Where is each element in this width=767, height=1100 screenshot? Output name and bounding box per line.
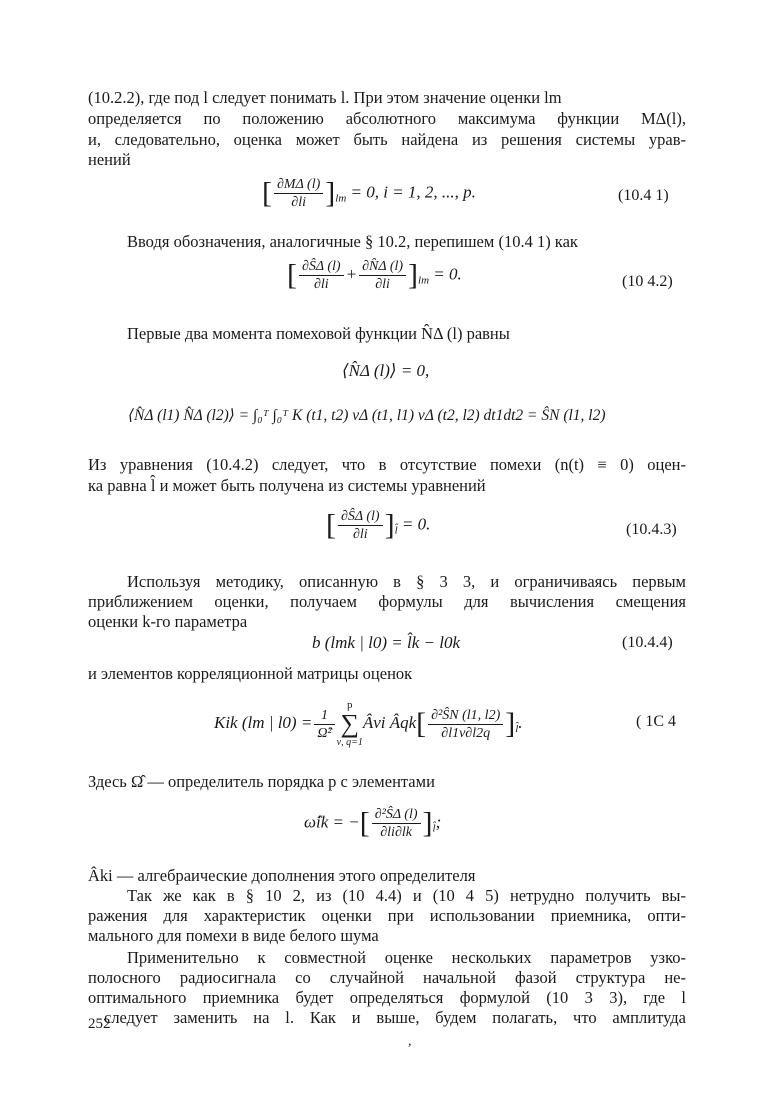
paragraph4-line1: Из уравнения (10.4.2) следует, что в отсутствие помехи (n(t) ≡ 0) оцен- bbox=[88, 455, 686, 474]
eq2-denominator-1: ∂li bbox=[313, 277, 329, 292]
paragraph5-line3: оценки k-го параметра bbox=[88, 612, 248, 631]
equation-number-4: (10.4.4) bbox=[622, 634, 673, 651]
eq1-rest: = 0, i = 1, 2, ..., p. bbox=[350, 182, 476, 202]
paragraph7: Здесь Ω̂ — определитель порядка p с элементами bbox=[88, 772, 435, 791]
eq5-coef-den: Ω̂² bbox=[317, 725, 332, 741]
paragraph9-line1: Применительно к совместной оценке нескольких параметров узко- bbox=[127, 948, 686, 967]
eq2-subscript: lm bbox=[418, 274, 430, 287]
equation-number-5: ( 1С 4 bbox=[636, 713, 676, 730]
paragraph8-line3: ражения для характеристик оценки при использовании приемника, опти- bbox=[88, 906, 686, 925]
equation-first-moment: ⟨N̂Δ (l)⟩ = 0, bbox=[342, 361, 430, 380]
equation-10-4-5: Kik (lm | l0) = $\frac{1}{\text{Ω̂²}}$ p ∑ ν, q=1 Âνi Âqk[ $\frac{\text{∂²ŜN (l1, l2)}}{\partial l1\nu\partial l2q}$ ]$_{l̂}$. bbox=[214, 699, 523, 748]
paragraph9-line3: оптимального приемника будет определяться формулой (10 3 3), где l bbox=[88, 988, 686, 1007]
eq2-denominator-2: ∂li bbox=[375, 277, 390, 292]
eq5-dot: . bbox=[518, 712, 523, 732]
equation-number-3: (10.4.3) bbox=[626, 521, 677, 538]
eq2-rest: = 0. bbox=[433, 264, 462, 284]
page-number: 252 bbox=[88, 1016, 111, 1032]
eq5-sum-bottom: ν, q=1 bbox=[336, 737, 363, 748]
eq5-numerator: ∂²ŜN (l1, l2) bbox=[428, 707, 503, 725]
equation-number-1: (10.4 1) bbox=[618, 187, 669, 204]
paragraph1-line4: нений bbox=[88, 150, 131, 169]
eq6-denominator: ∂li∂lk bbox=[380, 825, 412, 840]
paragraph9-line4: следует заменить на l. Как и выше, будем полагать, что амплитуда bbox=[104, 1008, 686, 1027]
eq3-denominator: ∂li bbox=[352, 527, 368, 542]
paragraph1-line2: определяется по положению абсолютного максимума функции MΔ(l), bbox=[88, 109, 686, 128]
paragraph8-line4: мального для помехи в виде белого шума bbox=[88, 926, 379, 945]
eq1-numerator: ∂MΔ (l) bbox=[274, 176, 323, 194]
eq5-terms: Âνi Âqk bbox=[362, 712, 417, 732]
equation-10-4-1: [ $\frac{\partial M\Delta (l)}{\partial li}$ ]$_{lm} = 0$, i = 1, 2, ..., p. bbox=[262, 176, 476, 210]
eq5-sum bbox=[337, 700, 363, 748]
eq5-sum-top: p bbox=[346, 699, 353, 711]
paragraph3: Первые два момента помеховой функции N̂Δ (l) равны bbox=[127, 324, 510, 343]
eq2-plus: + bbox=[345, 264, 358, 284]
eq3-rest: = 0. bbox=[401, 514, 431, 534]
paragraph8-line1: Âki — алгебраические дополнения этого определителя bbox=[88, 866, 476, 885]
eq1-denominator: ∂li bbox=[291, 195, 306, 210]
paragraph1-line1: (10.2.2), где под l следует понимать l. При этом значение оценки lm bbox=[88, 88, 562, 107]
eq5-coef-num: 1 bbox=[314, 707, 334, 725]
eq5-lhs: Kik (lm | l0) = bbox=[214, 712, 313, 732]
equation-number-2: (10 4.2) bbox=[622, 273, 673, 290]
eq3-numerator: ∂ŜΔ (l) bbox=[338, 508, 383, 526]
eq5-denominator: ∂l1ν∂l2q bbox=[441, 725, 491, 741]
eq6-lhs: ω̂ik = − bbox=[304, 812, 360, 832]
sigma-symbol: ∑ bbox=[340, 709, 359, 738]
paragraph1-line3: и, следовательно, оценка может быть найдена из решения системы урав- bbox=[88, 130, 686, 149]
equation-10-4-3: [ $\frac{\partial Ŝ\Delta (l)}{\partial li}$ ]$_{l̂} = 0$. bbox=[326, 508, 431, 542]
stray-mark: , bbox=[408, 1034, 412, 1049]
equation-omega: ω̂ik = −[ $\frac{\text{∂²ŜΔ (l)}}{\partial li\partial lk}$ ]$_{l̂}$; bbox=[304, 806, 442, 840]
eq2-numerator-1: ∂ŜΔ (l) bbox=[299, 258, 344, 276]
eq6-numerator: ∂²ŜΔ (l) bbox=[372, 806, 421, 824]
paragraph5-line2: приближением оценки, получаем формулы для вычисления смещения bbox=[88, 592, 686, 611]
eq3-subscript: l̂ bbox=[394, 524, 398, 537]
equation-10-4-4: b (lmk | l0) = l̂k − l0k bbox=[312, 633, 460, 652]
eq6-rest: ; bbox=[435, 812, 442, 832]
paragraph2: Вводя обозначения, аналогичные § 10.2, перепишем (10.4 1) как bbox=[127, 232, 578, 251]
eq5-subscript: l̂ bbox=[515, 722, 519, 735]
eq1-subscript: lm bbox=[335, 192, 347, 205]
paragraph9-line2: полосного радиосигнала со случайной начальной фазой структура не- bbox=[88, 968, 686, 987]
paragraph8-line2: Так же как в § 10 2, из (10 4.4) и (10 4 5) нетрудно получить вы- bbox=[127, 886, 686, 905]
equation-second-moment: ⟨N̂Δ (l1) N̂Δ (l2)⟩ = ∫₀ᵀ ∫₀ᵀ K (t1, t2) vΔ (t1, l1) vΔ (t2, l2) dt1dt2 = ŜN (l1, l2) bbox=[128, 407, 606, 424]
paragraph6: и элементов корреляционной матрицы оценок bbox=[88, 664, 413, 683]
eq6-subscript: l̂ bbox=[432, 822, 436, 835]
eq2-numerator-2: ∂N̂Δ (l) bbox=[359, 258, 406, 276]
paragraph4-line2: ка равна l̂ и может быть получена из системы уравнений bbox=[88, 476, 486, 495]
paragraph5-line1: Используя методику, описанную в § 3 3, и ограничиваясь первым bbox=[127, 572, 686, 591]
equation-10-4-2: [ $\frac{\partial Ŝ\Delta (l)}{\partial li}$ + $\frac{\partial N̂\Delta (l)}{\partial li}$ ]$_{lm} = 0$. bbox=[287, 258, 462, 292]
